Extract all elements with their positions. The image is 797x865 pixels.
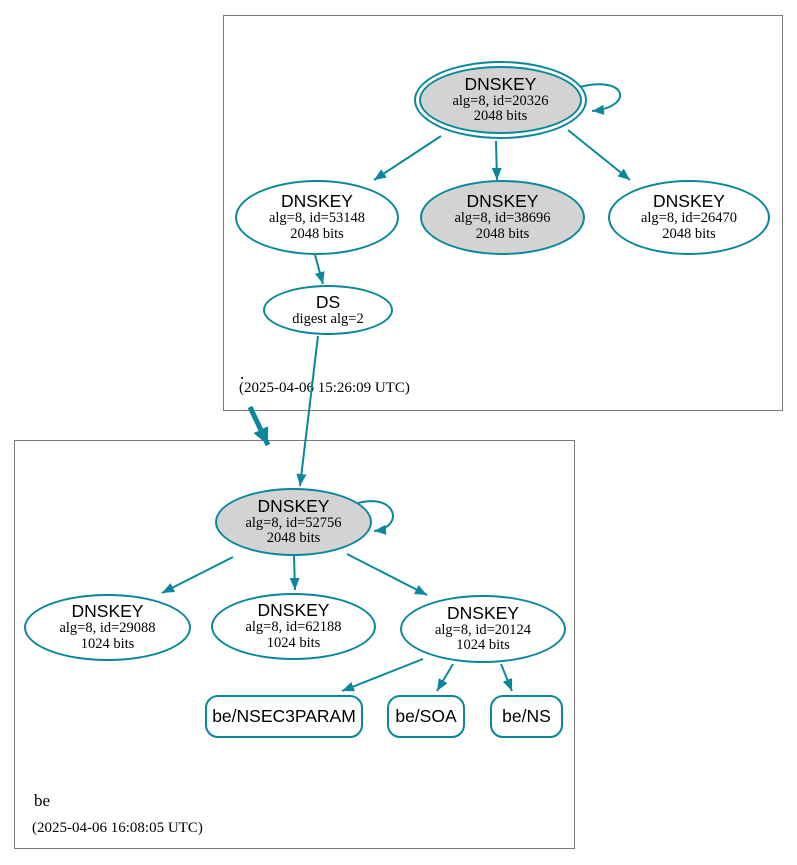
node-detail: alg=8, id=62188: [245, 619, 342, 636]
node-title: DNSKEY: [71, 601, 144, 622]
node-bits: 1024 bits: [456, 637, 510, 654]
ds-node[interactable]: [263, 285, 393, 335]
node-bits: 2048 bits: [475, 225, 530, 242]
dnskey-node-53148[interactable]: [235, 180, 399, 255]
node-detail: alg=8, id=20124: [434, 621, 532, 638]
node-detail: alg=8, id=20326: [452, 92, 549, 109]
dnskey-node-52756[interactable]: [215, 488, 372, 556]
rrset-nsec3param[interactable]: [205, 695, 363, 738]
node-detail: alg=8, id=52756: [245, 514, 342, 531]
node-title: DNSKEY: [447, 602, 519, 623]
rrset-label: be/SOA: [395, 706, 457, 726]
node-detail: alg=8, id=29088: [59, 620, 156, 637]
node-bits: 2048 bits: [290, 225, 344, 242]
node-detail: alg=8, id=26470: [640, 210, 738, 227]
dnskey-node-62188[interactable]: [211, 593, 376, 660]
node-title: DNSKEY: [466, 191, 539, 212]
dnskey-node-38696[interactable]: [420, 180, 585, 255]
node-bits: 2048 bits: [662, 225, 716, 242]
zone-name-root: .: [240, 364, 245, 383]
dnskey-node-26470[interactable]: [608, 180, 770, 255]
node-bits: 1024 bits: [80, 635, 135, 652]
node-title: DNSKEY: [281, 191, 353, 212]
dnskey-node-29088[interactable]: [24, 594, 191, 661]
node-title: DS: [315, 291, 341, 312]
node-title: DNSKEY: [653, 191, 725, 212]
node-bits: 2048 bits: [473, 108, 528, 125]
rrset-soa[interactable]: [387, 695, 465, 738]
node-bits: 2048 bits: [266, 530, 321, 547]
node-title: DNSKEY: [464, 73, 537, 94]
node-title: DNSKEY: [257, 600, 330, 621]
node-bits: 1024 bits: [266, 634, 321, 651]
rrset-label: be/NS: [502, 706, 551, 726]
dnskey-node-20124[interactable]: [400, 595, 566, 663]
node-detail: alg=8, id=53148: [268, 210, 366, 227]
node-detail: alg=8, id=38696: [454, 210, 551, 227]
zone-timestamp-be: (2025-04-06 16:08:05 UTC): [32, 820, 203, 836]
node-title: DNSKEY: [257, 495, 330, 516]
zone-name-be: be: [34, 791, 51, 810]
zone-timestamp-root: (2025-04-06 15:26:09 UTC): [239, 380, 410, 396]
dnskey-node-20326[interactable]: [419, 66, 582, 134]
node-detail: digest alg=2: [292, 310, 364, 327]
rrset-label: be/NSEC3PARAM: [212, 706, 356, 726]
rrset-ns[interactable]: [490, 695, 563, 738]
